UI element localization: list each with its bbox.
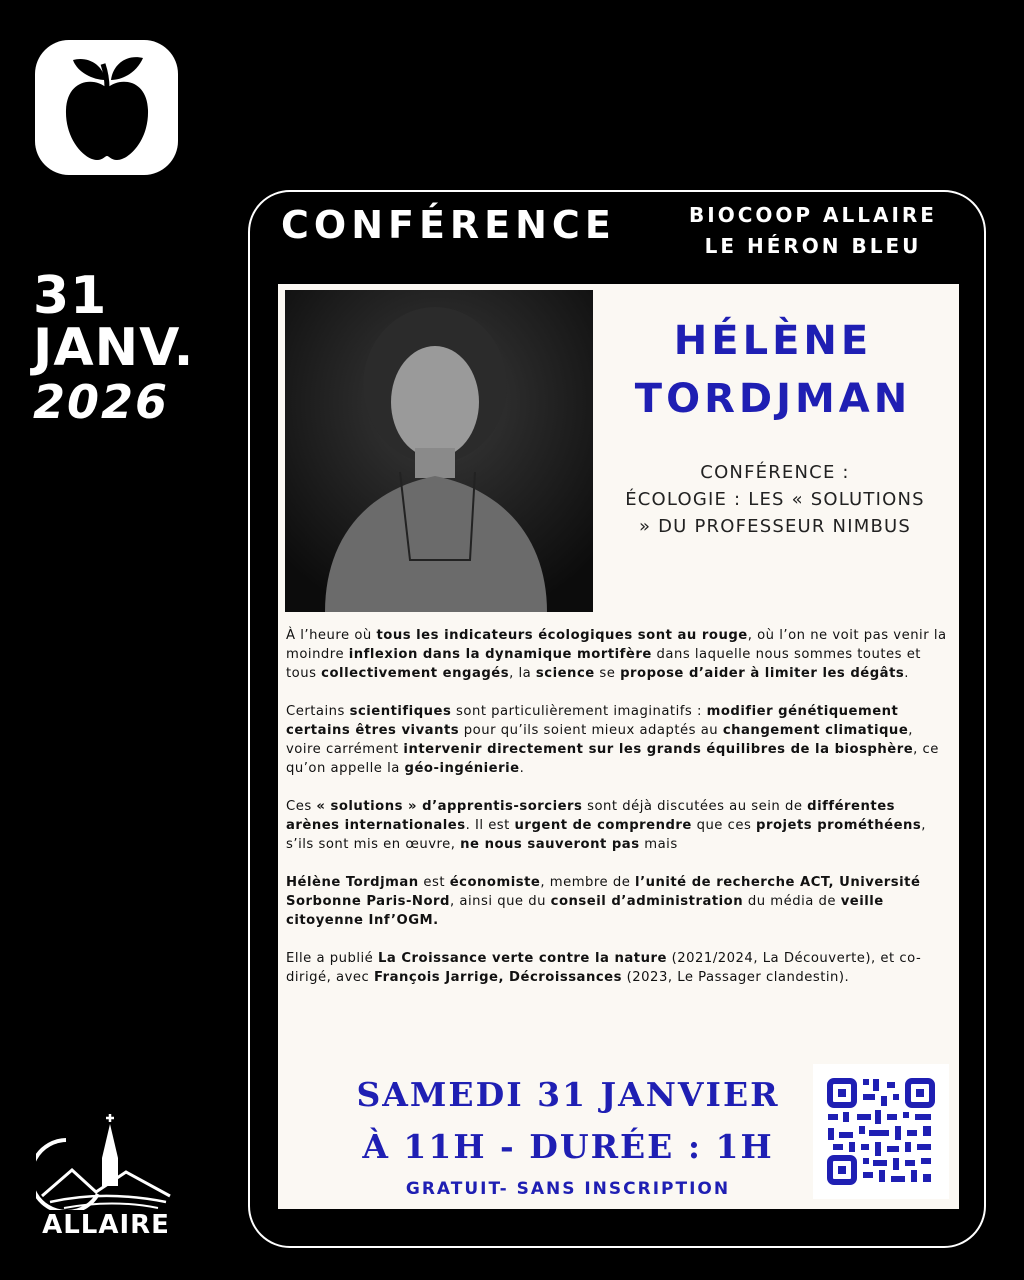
venue-line2: LE HÉRON BLEU (704, 234, 922, 258)
speaker-first-name: HÉLÈNE (673, 318, 873, 364)
talk-line3: » DU PROFESSEUR NIMBUS (638, 516, 912, 537)
event-date (33, 266, 195, 429)
event-admission: GRATUIT- SANS INSCRIPTION (405, 1179, 731, 1199)
venue-line1: BIOCOOP ALLAIRE (689, 203, 937, 227)
event-day: SAMEDI 31 JANVIER (356, 1075, 780, 1114)
date-day: 31 (33, 266, 108, 326)
header-title: CONFÉRENCE (281, 203, 616, 247)
allaire-logo-label: ALLAIRE (42, 1210, 170, 1240)
paragraph-5: Elle a publié La Croissance verte contre la nature (2021/2024, La Découverte), et co-dirigé, avec François Jarrige, Décroissances (2023, Le Passager clandestin). (286, 951, 922, 985)
village-church-icon (36, 1110, 176, 1210)
venue (658, 200, 968, 262)
speaker-name (598, 312, 948, 428)
content-panel (278, 284, 959, 1209)
event-time: À 11H - DURÉE : 1H (362, 1127, 774, 1166)
paragraph-3: Ces « solutions » d’apprentis-sorciers sont déjà discutées au sein de différentes arènes internationales. Il est urgent de comprendre que ces projets prométhéens, s’ils sont mis en œuvre, ne nous sauveront pas mais (286, 799, 926, 852)
talk-line1: CONFÉRENCE : (700, 462, 850, 483)
qr-code-icon (813, 1064, 949, 1199)
date-year: 2026 (33, 375, 170, 429)
app-icon (35, 40, 178, 175)
talk-line2: ÉCOLOGIE : LES « SOLUTIONS (625, 489, 925, 510)
speaker-last-name: TORDJMAN (634, 376, 912, 422)
apple-icon (63, 50, 151, 165)
qr-code[interactable] (813, 1064, 949, 1199)
paragraph-1: À l’heure où tous les indicateurs écologiques sont au rouge, où l’on ne voit pas venir la moindre inflexion dans la dynamique mortifère dans laquelle nous sommes toutes et tous collectivement engagés, la science se propose d’aider à limiter les dégâts. (286, 628, 947, 681)
paragraph-4: Hélène Tordjman est économiste, membre de l’unité de recherche ACT, Université Sorbonne Paris-Nord, ainsi que du conseil d’administration du média de veille citoyenne Inf’OGM. (286, 875, 921, 928)
description (286, 626, 950, 1006)
talk-title (596, 459, 954, 540)
date-month: JANV. (33, 318, 195, 378)
speaker-photo (285, 290, 593, 612)
event-details (338, 1069, 798, 1199)
paragraph-2: Certains scientifiques sont particulièrement imaginatifs : modifier génétiquement certains êtres vivants pour qu’ils soient mieux adaptés au changement climatique, voire carrément intervenir directement sur les grands équilibres de la biosphère, ce qu’on appelle la géo-ingénierie. (286, 704, 939, 776)
